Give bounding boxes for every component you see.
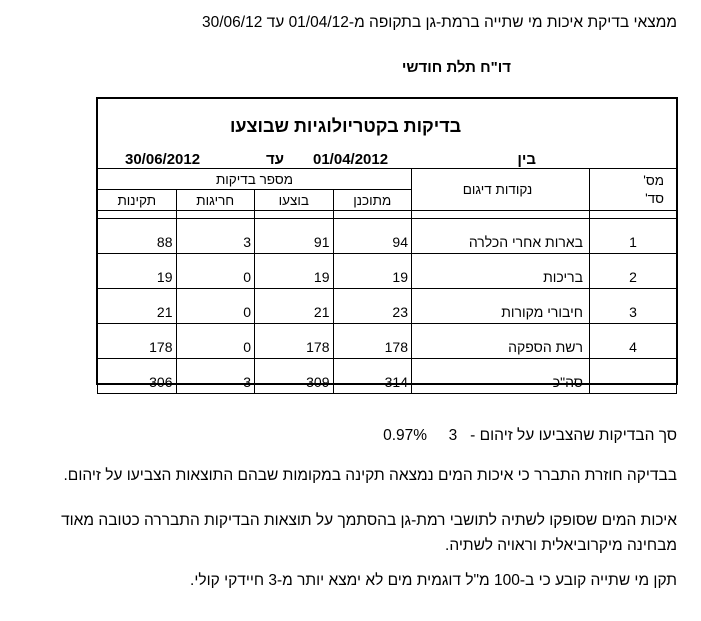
row-failed: 0 bbox=[176, 254, 255, 289]
row-done: 178 bbox=[255, 324, 334, 359]
row-num: 4 bbox=[590, 324, 677, 359]
range-to-date: 30/06/2012 bbox=[125, 151, 201, 168]
row-num: 2 bbox=[590, 254, 677, 289]
row-point: בארות אחרי הכלרה bbox=[412, 219, 590, 254]
col-serial-line2: סד' bbox=[645, 190, 664, 206]
col-group-tests-header: מספר בדיקות bbox=[98, 169, 412, 190]
row-planned: 23 bbox=[333, 289, 412, 324]
row-ok: 88 bbox=[98, 219, 177, 254]
paragraph-standard: תקן מי שתייה קובע כי ב-100 מ"ל דוגמית מים לא ימצא יותר מ-3 חיידקי קולי. bbox=[190, 572, 677, 589]
row-ok: 178 bbox=[98, 324, 177, 359]
paragraph-quality: איכות המים שסופקו לשתיה לתושבי רמת-גן בהסתמך על תוצאות הבדיקות התבררה כטובה מאוד מבחינה מיקרוביאלית וראויה לשתיה. bbox=[61, 512, 677, 554]
table-row bbox=[98, 324, 677, 359]
total-label: סה"כ bbox=[412, 359, 590, 394]
row-planned: 178 bbox=[333, 324, 412, 359]
table-row bbox=[98, 219, 677, 254]
row-failed: 3 bbox=[176, 219, 255, 254]
summary-label: סך הבדיקות שהצביעו על זיהום - bbox=[470, 427, 677, 444]
col-serial-header bbox=[590, 169, 677, 211]
row-done: 21 bbox=[255, 289, 334, 324]
total-failed: 3 bbox=[176, 359, 255, 394]
col-failed-header: חריגות bbox=[176, 190, 255, 211]
row-ok: 19 bbox=[98, 254, 177, 289]
summary-percent: 0.97% bbox=[383, 427, 428, 444]
col-serial-line1: מס' bbox=[643, 172, 664, 188]
table-row bbox=[98, 254, 677, 289]
report-title: ממצאי בדיקת איכות מי שתייה ברמת-גן בתקופה מ-01/04/12 עד 30/06/12 bbox=[201, 14, 677, 31]
table-total-row bbox=[98, 359, 677, 394]
row-done: 91 bbox=[255, 219, 334, 254]
total-num bbox=[590, 359, 677, 394]
row-done: 19 bbox=[255, 254, 334, 289]
row-planned: 94 bbox=[333, 219, 412, 254]
col-done-header: בוצעו bbox=[255, 190, 334, 211]
row-failed: 0 bbox=[176, 324, 255, 359]
row-num: 1 bbox=[590, 219, 677, 254]
total-done: 309 bbox=[255, 359, 334, 394]
col-ok-header: תקינות bbox=[98, 190, 177, 211]
range-label-from: בין bbox=[517, 151, 536, 168]
report-subtitle: דו"ח תלת חודשי bbox=[401, 59, 511, 76]
paragraph-recheck: בבדיקה חוזרת התברר כי איכות המים נמצאה תקינה במקומות שבהם התוצאות הצביעו על זיהום. bbox=[63, 467, 677, 484]
row-planned: 19 bbox=[333, 254, 412, 289]
range-from-date: 01/04/2012 bbox=[313, 151, 389, 168]
row-point: חיבורי מקורות bbox=[412, 289, 590, 324]
total-ok: 306 bbox=[98, 359, 177, 394]
row-failed: 0 bbox=[176, 289, 255, 324]
row-point: בריכות bbox=[412, 254, 590, 289]
row-ok: 21 bbox=[98, 289, 177, 324]
col-planned-header: מתוכנן bbox=[333, 190, 412, 211]
row-point: רשת הספקה bbox=[412, 324, 590, 359]
contamination-summary bbox=[383, 427, 677, 445]
col-point-header: נקודות דיגום bbox=[412, 169, 590, 211]
tests-table bbox=[97, 168, 677, 394]
range-label-to: עד bbox=[266, 151, 285, 168]
total-planned: 314 bbox=[333, 359, 412, 394]
summary-count: 3 bbox=[448, 427, 458, 444]
table-row bbox=[98, 289, 677, 324]
row-num: 3 bbox=[590, 289, 677, 324]
table-title: בדיקות בקטריולוגיות שבוצעו bbox=[230, 116, 462, 136]
